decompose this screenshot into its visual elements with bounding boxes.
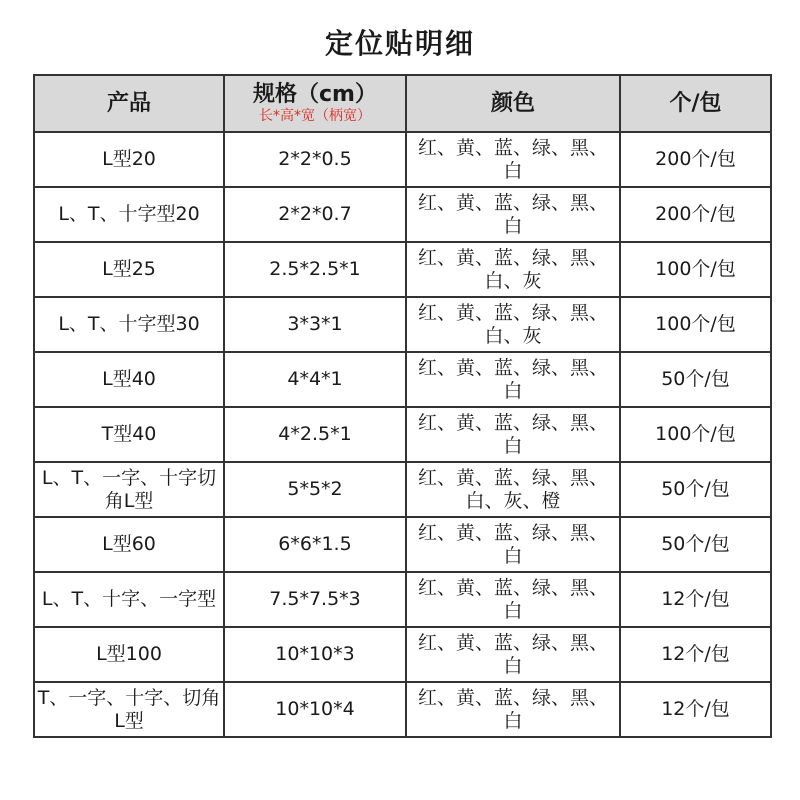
cell-size: 2*2*0.5 bbox=[224, 132, 406, 187]
cell-size: 2.5*2.5*1 bbox=[224, 242, 406, 297]
cell-product: L型40 bbox=[34, 352, 224, 407]
cell-pack: 50个/包 bbox=[620, 462, 771, 517]
cell-pack: 12个/包 bbox=[620, 682, 771, 737]
cell-color: 红、黄、蓝、绿、黑、白、灰 bbox=[406, 242, 620, 297]
header-size bbox=[224, 75, 406, 132]
cell-size: 6*6*1.5 bbox=[224, 517, 406, 572]
cell-product: L、T、一字、十字切角L型 bbox=[34, 462, 224, 517]
cell-color: 红、黄、蓝、绿、黑、白 bbox=[406, 572, 620, 627]
cell-pack: 100个/包 bbox=[620, 297, 771, 352]
cell-size: 4*2.5*1 bbox=[224, 407, 406, 462]
table-row bbox=[34, 627, 771, 682]
cell-pack: 100个/包 bbox=[620, 407, 771, 462]
table-row bbox=[34, 572, 771, 627]
cell-product: L、T、十字、一字型 bbox=[34, 572, 224, 627]
cell-color: 红、黄、蓝、绿、黑、白 bbox=[406, 132, 620, 187]
table-row bbox=[34, 407, 771, 462]
cell-color: 红、黄、蓝、绿、黑、白 bbox=[406, 352, 620, 407]
cell-product: L、T、十字型20 bbox=[34, 187, 224, 242]
cell-size: 4*4*1 bbox=[224, 352, 406, 407]
cell-pack: 12个/包 bbox=[620, 572, 771, 627]
cell-product: T、一字、十字、切角L型 bbox=[34, 682, 224, 737]
cell-color: 红、黄、蓝、绿、黑、白 bbox=[406, 682, 620, 737]
cell-pack: 12个/包 bbox=[620, 627, 771, 682]
header-color: 颜色 bbox=[406, 75, 620, 132]
table-row bbox=[34, 297, 771, 352]
cell-size: 7.5*7.5*3 bbox=[224, 572, 406, 627]
table-row bbox=[34, 132, 771, 187]
cell-size: 10*10*3 bbox=[224, 627, 406, 682]
cell-size: 5*5*2 bbox=[224, 462, 406, 517]
cell-pack: 50个/包 bbox=[620, 352, 771, 407]
cell-product: L型25 bbox=[34, 242, 224, 297]
header-product: 产品 bbox=[34, 75, 224, 132]
cell-color: 红、黄、蓝、绿、黑、白 bbox=[406, 407, 620, 462]
cell-color: 红、黄、蓝、绿、黑、白 bbox=[406, 187, 620, 242]
cell-product: L型100 bbox=[34, 627, 224, 682]
cell-pack: 200个/包 bbox=[620, 187, 771, 242]
cell-size: 10*10*4 bbox=[224, 682, 406, 737]
cell-size: 2*2*0.7 bbox=[224, 187, 406, 242]
cell-product: L型20 bbox=[34, 132, 224, 187]
cell-size: 3*3*1 bbox=[224, 297, 406, 352]
cell-color: 红、黄、蓝、绿、黑、白 bbox=[406, 627, 620, 682]
table-row bbox=[34, 682, 771, 737]
cell-product: L、T、十字型30 bbox=[34, 297, 224, 352]
table-row bbox=[34, 462, 771, 517]
table-row bbox=[34, 187, 771, 242]
cell-color: 红、黄、蓝、绿、黑、白、灰 bbox=[406, 297, 620, 352]
spec-table bbox=[33, 74, 772, 738]
cell-color: 红、黄、蓝、绿、黑、白 bbox=[406, 517, 620, 572]
cell-product: T型40 bbox=[34, 407, 224, 462]
table-row bbox=[34, 517, 771, 572]
cell-pack: 50个/包 bbox=[620, 517, 771, 572]
table-row bbox=[34, 352, 771, 407]
cell-color: 红、黄、蓝、绿、黑、白、灰、橙 bbox=[406, 462, 620, 517]
cell-pack: 200个/包 bbox=[620, 132, 771, 187]
cell-pack: 100个/包 bbox=[620, 242, 771, 297]
cell-product: L型60 bbox=[34, 517, 224, 572]
page-title: 定位贴明细 bbox=[324, 27, 475, 60]
table-header-row bbox=[34, 75, 771, 132]
header-size-label: 规格（cm） bbox=[253, 81, 377, 107]
header-pack: 个/包 bbox=[620, 75, 771, 132]
table-row bbox=[34, 242, 771, 297]
header-size-subtitle: 长*高*宽（柄宽） bbox=[259, 107, 371, 124]
